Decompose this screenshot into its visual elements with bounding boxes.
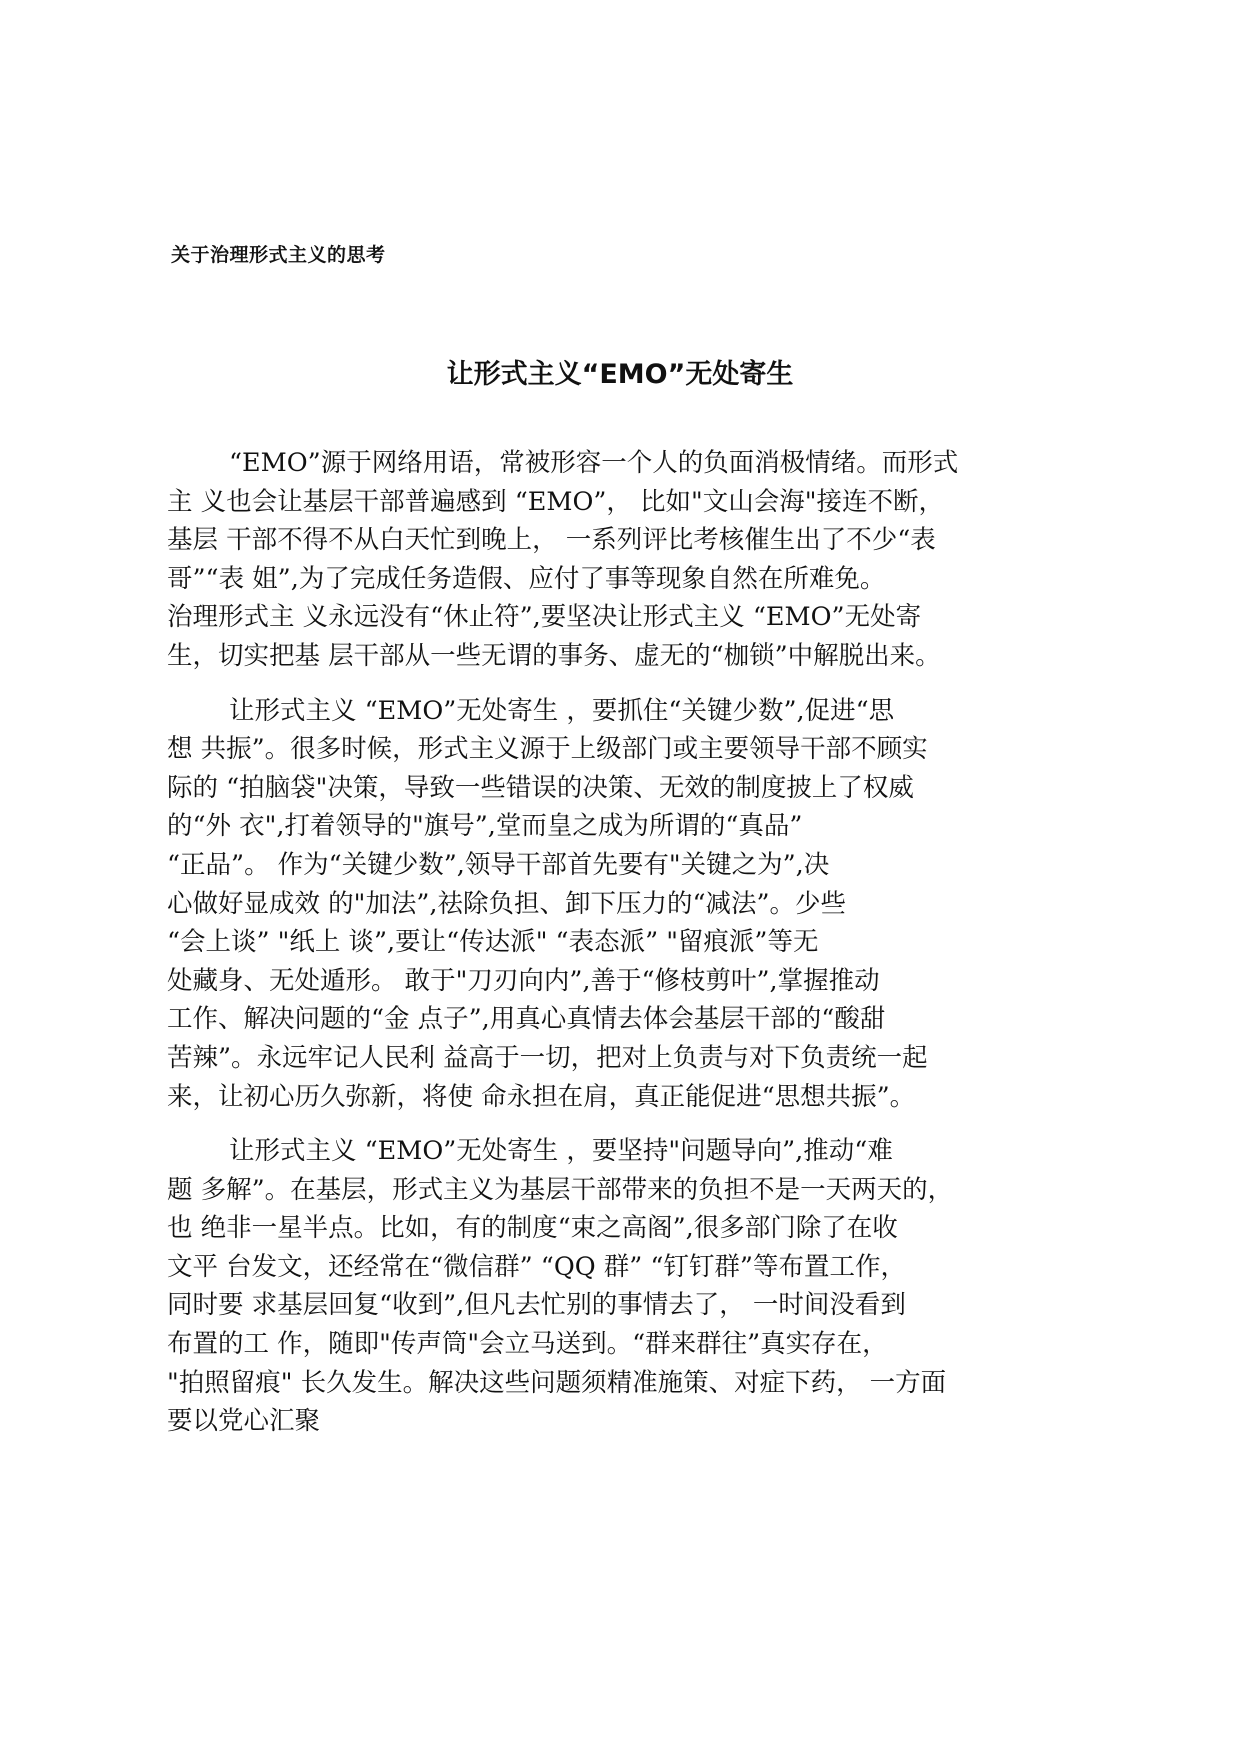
text-line: "拍照留痕" 长久发生。解决这些问题须精准施策、对症下药， 一方面 [167, 1367, 947, 1398]
text-line: 布置的工 作，随即"传声筒"会立马送到。“群来群往”真实存在， [167, 1329, 888, 1360]
text-line: 让形式主义 “EMO”无处寄生 ，要抓住“关键少数”,促进“思 [229, 695, 895, 726]
document-title: 让形式主义“EMO”无处寄生 [446, 359, 794, 390]
text-line: 主 义也会让基层干部普遍感到 “EMO”， 比如"文山会海"接连不断， [167, 486, 944, 517]
text-line: “EMO”源于网络用语，常被形容一个人的负面消极情绪。而形式 [229, 448, 959, 478]
text-line: 同时要 求基层回复“收到”,但凡去忙别的事情去了， 一时间没看到 [167, 1290, 906, 1321]
text-line: 苦辣”。永远牢记人民利 益高于一切，把对上负责与对下负责统一起 [167, 1042, 928, 1073]
text-line: 来，让初心历久弥新，将使 命永担在肩，真正能促进“思想共振”。 [167, 1081, 916, 1112]
text-line: 工作、解决问题的“金 点子”,用真心真情去体会基层干部的“酸甜 [167, 1004, 886, 1035]
document-header-label: 关于治理形式主义的思考 [171, 244, 386, 266]
text-line: “会上谈” "纸上 谈”,要让“传达派" “表态派” "留痕派”等无 [167, 927, 819, 958]
text-line: 处藏身、无处遁形。 敢于"刀刃向内”,善于“修枝剪叶”,掌握推动 [167, 965, 880, 996]
text-line: 的“外 衣",打着领导的"旗号”,堂而皇之成为所谓的“真品” [167, 811, 803, 842]
text-line: 际的 “拍脑袋"决策，导致一些错误的决策、无效的制度披上了权威 [167, 772, 914, 803]
text-line: 哥”“表 姐”,为了完成任务造假、应付了事等现象自然在所难免。 [167, 563, 886, 594]
text-line: 也 绝非一星半点。比如，有的制度“束之高阁”,很多部门除了在收 [167, 1213, 898, 1244]
paragraph-2 [167, 692, 1077, 1117]
text-line: 文平 台发文，还经常在“微信群” “QQ 群” “钉钉群”等布置工作， [167, 1251, 906, 1282]
text-line: “正品”。 作为“关键少数”,领导干部首先要有"关键之为”,决 [167, 849, 830, 880]
document-body [167, 444, 1077, 1457]
text-line: 想 共振”。很多时候，形式主义源于上级部门或主要领导干部不顾实 [167, 734, 928, 765]
text-line: 治理形式主 义永远没有“休止符”,要坚决让形式主义 “EMO”无处寄 [167, 602, 922, 633]
text-line: 基层 干部不得不从白天忙到晚上， 一系列评比考核催生出了不少“表 [167, 525, 936, 556]
text-line: 让形式主义 “EMO”无处寄生 ，要坚持"问题导向”,推动“难 [229, 1136, 893, 1167]
paragraph-3 [167, 1132, 1077, 1441]
paragraph-1 [167, 444, 1077, 676]
text-line: 要以党心汇聚 [167, 1406, 321, 1437]
text-line: 生，切实把基 层干部从一些无谓的事务、虚无的“枷锁”中解脱出来。 [167, 640, 941, 671]
text-line: 题 多解”。在基层，形式主义为基层干部带来的负担不是一天两天的， [167, 1174, 954, 1205]
text-line: 心做好显成效 的"加法”,祛除负担、卸下压力的“减法”。少些 [167, 888, 847, 919]
